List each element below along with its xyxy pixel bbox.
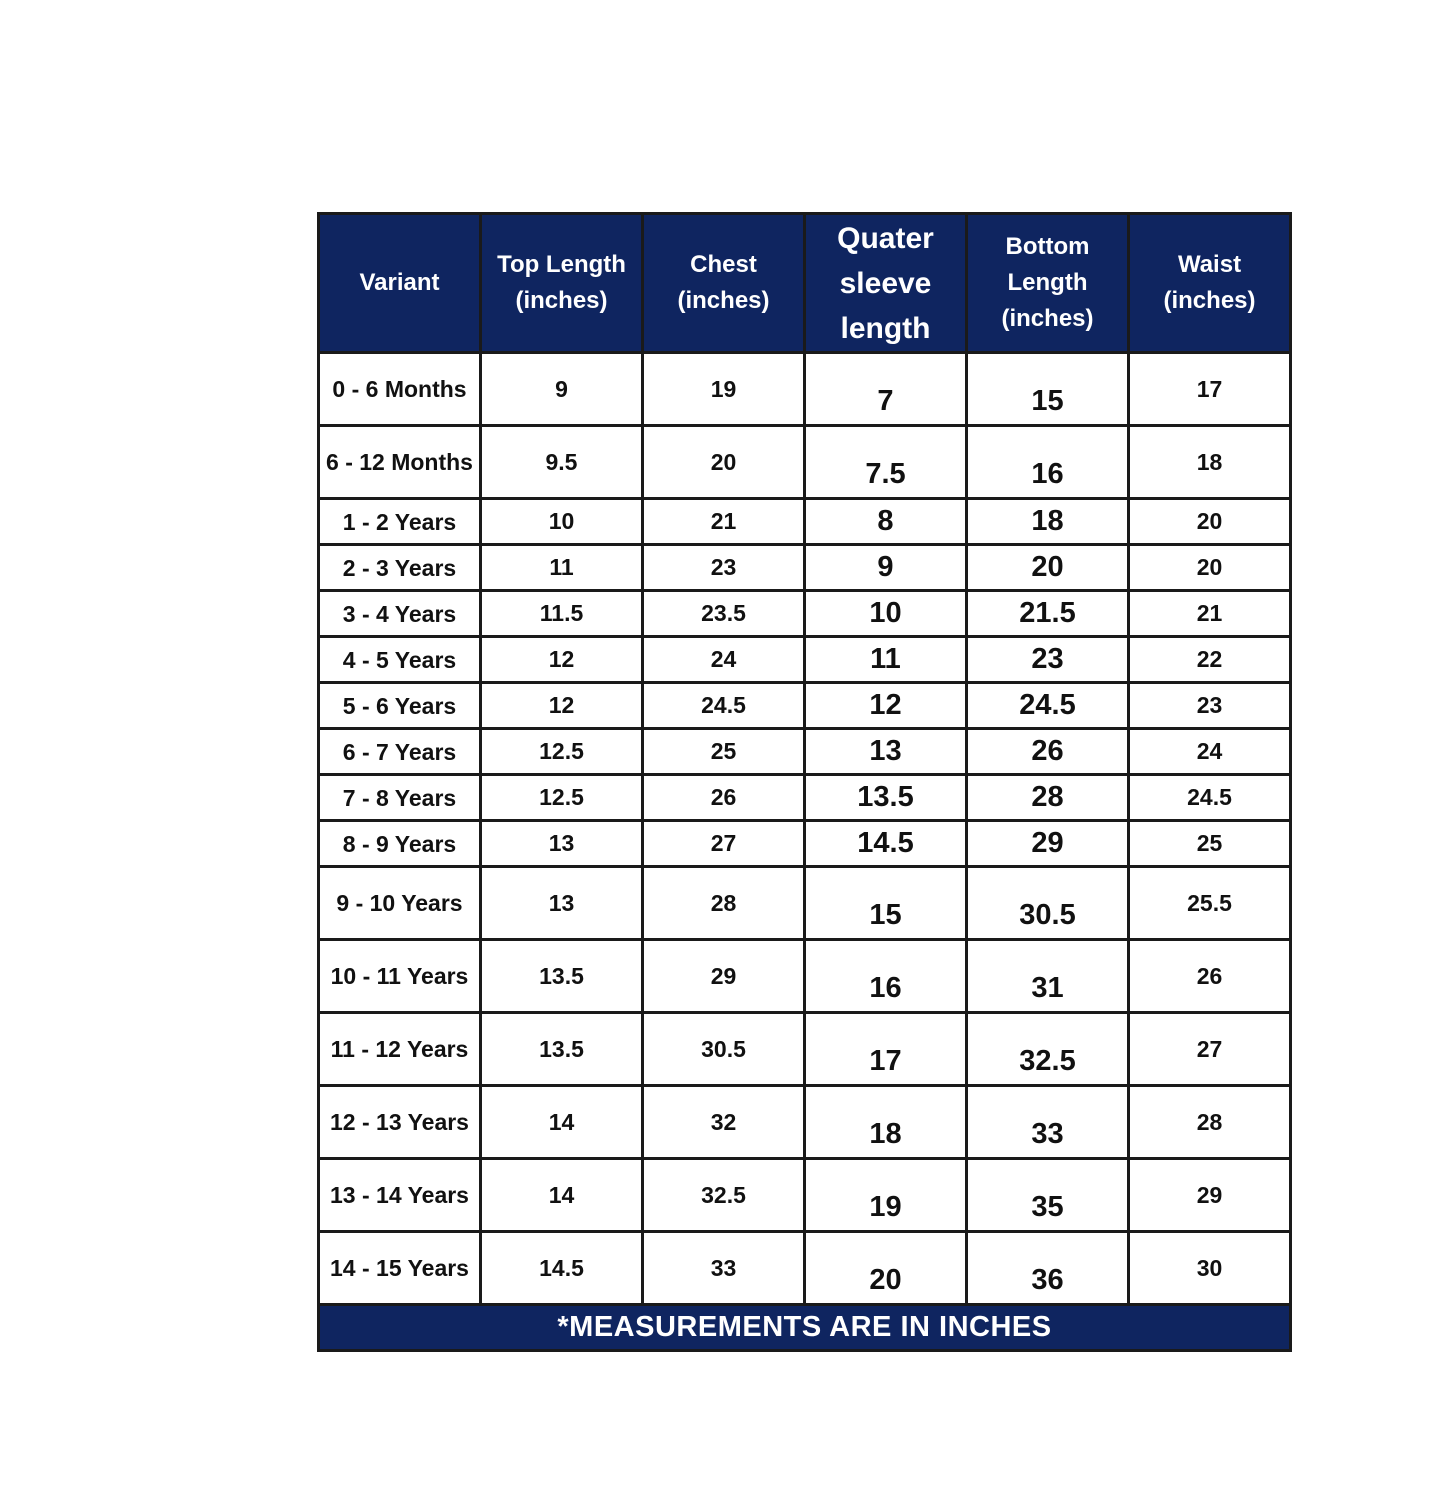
cell-variant: 10 - 11 Years <box>319 940 481 1013</box>
cell-waist: 20 <box>1129 545 1291 591</box>
cell-sleeve-length: 18 <box>805 1086 967 1159</box>
cell-sleeve-length: 7.5 <box>805 426 967 499</box>
table-row <box>319 545 1291 591</box>
cell-chest: 24.5 <box>643 683 805 729</box>
cell-waist: 17 <box>1129 353 1291 426</box>
cell-variant: 4 - 5 Years <box>319 637 481 683</box>
cell-sleeve-length: 19 <box>805 1159 967 1232</box>
cell-variant: 3 - 4 Years <box>319 591 481 637</box>
cell-variant: 13 - 14 Years <box>319 1159 481 1232</box>
header-chest: Chest (inches) <box>643 214 805 353</box>
table-row <box>319 637 1291 683</box>
header-waist: Waist (inches) <box>1129 214 1291 353</box>
table-row <box>319 1159 1291 1232</box>
cell-sleeve-length: 10 <box>805 591 967 637</box>
cell-top-length: 14.5 <box>481 1232 643 1305</box>
cell-chest: 30.5 <box>643 1013 805 1086</box>
cell-waist: 29 <box>1129 1159 1291 1232</box>
cell-bottom-length: 35 <box>967 1159 1129 1232</box>
table-row <box>319 426 1291 499</box>
cell-chest: 27 <box>643 821 805 867</box>
cell-chest: 32.5 <box>643 1159 805 1232</box>
cell-variant: 12 - 13 Years <box>319 1086 481 1159</box>
table-row <box>319 591 1291 637</box>
cell-waist: 24 <box>1129 729 1291 775</box>
cell-waist: 28 <box>1129 1086 1291 1159</box>
table-row <box>319 1086 1291 1159</box>
measurement-note: *MEASUREMENTS ARE IN INCHES <box>319 1305 1291 1351</box>
cell-waist: 25.5 <box>1129 867 1291 940</box>
table-row <box>319 683 1291 729</box>
cell-chest: 23.5 <box>643 591 805 637</box>
cell-variant: 6 - 12 Months <box>319 426 481 499</box>
cell-top-length: 12 <box>481 637 643 683</box>
cell-waist: 21 <box>1129 591 1291 637</box>
cell-top-length: 13 <box>481 867 643 940</box>
cell-variant: 1 - 2 Years <box>319 499 481 545</box>
cell-chest: 26 <box>643 775 805 821</box>
cell-sleeve-length: 20 <box>805 1232 967 1305</box>
cell-chest: 33 <box>643 1232 805 1305</box>
table-row <box>319 1013 1291 1086</box>
table-row <box>319 729 1291 775</box>
cell-variant: 11 - 12 Years <box>319 1013 481 1086</box>
cell-sleeve-length: 11 <box>805 637 967 683</box>
cell-sleeve-length: 7 <box>805 353 967 426</box>
header-top-length: Top Length (inches) <box>481 214 643 353</box>
cell-waist: 27 <box>1129 1013 1291 1086</box>
cell-top-length: 12 <box>481 683 643 729</box>
table-row <box>319 940 1291 1013</box>
cell-bottom-length: 36 <box>967 1232 1129 1305</box>
cell-sleeve-length: 12 <box>805 683 967 729</box>
cell-variant: 0 - 6 Months <box>319 353 481 426</box>
cell-sleeve-length: 13.5 <box>805 775 967 821</box>
cell-bottom-length: 32.5 <box>967 1013 1129 1086</box>
cell-top-length: 10 <box>481 499 643 545</box>
cell-bottom-length: 30.5 <box>967 867 1129 940</box>
table-body <box>319 353 1291 1305</box>
cell-chest: 32 <box>643 1086 805 1159</box>
cell-variant: 2 - 3 Years <box>319 545 481 591</box>
cell-sleeve-length: 13 <box>805 729 967 775</box>
cell-sleeve-length: 9 <box>805 545 967 591</box>
cell-chest: 20 <box>643 426 805 499</box>
cell-sleeve-length: 8 <box>805 499 967 545</box>
cell-waist: 22 <box>1129 637 1291 683</box>
cell-top-length: 12.5 <box>481 729 643 775</box>
cell-waist: 20 <box>1129 499 1291 545</box>
cell-chest: 29 <box>643 940 805 1013</box>
cell-top-length: 13.5 <box>481 1013 643 1086</box>
cell-bottom-length: 26 <box>967 729 1129 775</box>
cell-bottom-length: 15 <box>967 353 1129 426</box>
cell-chest: 19 <box>643 353 805 426</box>
cell-bottom-length: 29 <box>967 821 1129 867</box>
cell-top-length: 9 <box>481 353 643 426</box>
cell-variant: 8 - 9 Years <box>319 821 481 867</box>
table-row <box>319 867 1291 940</box>
cell-bottom-length: 33 <box>967 1086 1129 1159</box>
cell-waist: 24.5 <box>1129 775 1291 821</box>
cell-bottom-length: 18 <box>967 499 1129 545</box>
table-row <box>319 1232 1291 1305</box>
cell-waist: 30 <box>1129 1232 1291 1305</box>
cell-top-length: 11.5 <box>481 591 643 637</box>
cell-bottom-length: 28 <box>967 775 1129 821</box>
cell-top-length: 13 <box>481 821 643 867</box>
cell-variant: 5 - 6 Years <box>319 683 481 729</box>
header-sleeve-length: Quater sleeve length <box>805 214 967 353</box>
cell-sleeve-length: 14.5 <box>805 821 967 867</box>
header-bottom-length: Bottom Length (inches) <box>967 214 1129 353</box>
cell-top-length: 14 <box>481 1086 643 1159</box>
cell-waist: 18 <box>1129 426 1291 499</box>
cell-waist: 26 <box>1129 940 1291 1013</box>
table-row <box>319 821 1291 867</box>
cell-variant: 9 - 10 Years <box>319 867 481 940</box>
cell-variant: 7 - 8 Years <box>319 775 481 821</box>
cell-waist: 23 <box>1129 683 1291 729</box>
cell-waist: 25 <box>1129 821 1291 867</box>
header-row <box>319 214 1291 353</box>
cell-bottom-length: 24.5 <box>967 683 1129 729</box>
cell-bottom-length: 16 <box>967 426 1129 499</box>
cell-top-length: 9.5 <box>481 426 643 499</box>
cell-variant: 6 - 7 Years <box>319 729 481 775</box>
cell-top-length: 13.5 <box>481 940 643 1013</box>
cell-sleeve-length: 16 <box>805 940 967 1013</box>
table-row <box>319 353 1291 426</box>
cell-bottom-length: 31 <box>967 940 1129 1013</box>
cell-chest: 23 <box>643 545 805 591</box>
cell-sleeve-length: 15 <box>805 867 967 940</box>
cell-chest: 24 <box>643 637 805 683</box>
cell-chest: 21 <box>643 499 805 545</box>
cell-variant: 14 - 15 Years <box>319 1232 481 1305</box>
table-row <box>319 499 1291 545</box>
cell-chest: 25 <box>643 729 805 775</box>
header-variant: Variant <box>319 214 481 353</box>
size-chart-table <box>317 212 1292 1352</box>
footer-row <box>319 1305 1291 1351</box>
cell-sleeve-length: 17 <box>805 1013 967 1086</box>
cell-bottom-length: 23 <box>967 637 1129 683</box>
cell-top-length: 11 <box>481 545 643 591</box>
table-row <box>319 775 1291 821</box>
cell-bottom-length: 20 <box>967 545 1129 591</box>
cell-top-length: 14 <box>481 1159 643 1232</box>
cell-chest: 28 <box>643 867 805 940</box>
cell-bottom-length: 21.5 <box>967 591 1129 637</box>
cell-top-length: 12.5 <box>481 775 643 821</box>
